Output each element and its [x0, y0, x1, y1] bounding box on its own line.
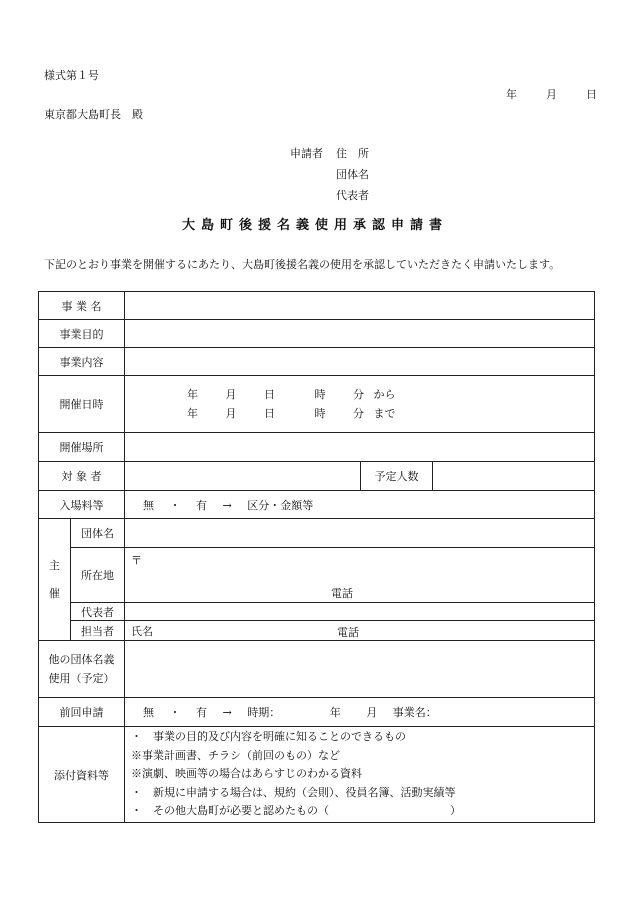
- row-event-purpose: [39, 320, 595, 348]
- admission-label: 入場料等: [39, 491, 125, 519]
- postal-mark: 〒: [131, 554, 142, 567]
- previous-event-name: 事業名：: [392, 706, 437, 719]
- admission-dot: ・: [169, 498, 181, 512]
- previous-none[interactable]: 無: [143, 706, 154, 719]
- organizer-rep-label: 代表者: [71, 603, 125, 621]
- organizer-location-field[interactable]: [125, 548, 595, 603]
- event-content-field[interactable]: [125, 348, 595, 376]
- target-field[interactable]: [125, 462, 361, 491]
- attachment-line: ・ 事業の目的及び内容を明確に知ることのできるもの: [131, 730, 406, 744]
- row-target: [39, 462, 595, 491]
- organizer-label-2: 催: [49, 586, 60, 600]
- event-content-label: 事業内容: [39, 348, 125, 376]
- event-name-field[interactable]: [125, 292, 595, 320]
- event-datetime-field[interactable]: [125, 376, 595, 433]
- addressee: 東京都大島町長 殿: [44, 108, 143, 121]
- start-month: 月: [225, 388, 237, 401]
- previous-year: 年: [329, 706, 341, 719]
- other-use-label-line2: 使用（予定）: [48, 672, 115, 685]
- row-venue: [39, 433, 595, 462]
- end-hour: 時: [314, 407, 326, 420]
- organizer-name-label: 団体名: [71, 519, 125, 548]
- organizer-rep-field[interactable]: [125, 603, 595, 621]
- end-day: 日: [264, 407, 275, 420]
- admission-field[interactable]: [125, 491, 595, 519]
- row-organizer-contact: [39, 621, 595, 641]
- row-event-content: [39, 348, 595, 376]
- organizer-label-1: 主: [49, 558, 60, 572]
- applicant-block: [290, 143, 369, 206]
- expected-count-label: 予定人数: [361, 462, 433, 491]
- applicant-rep-label: 代表者: [336, 189, 369, 202]
- datetime-end: [187, 404, 588, 423]
- previous-label: 前回申請: [39, 698, 125, 727]
- row-other-use: [39, 641, 595, 698]
- applicant-role: 申請者: [290, 147, 323, 160]
- row-organizer-location: [39, 548, 595, 603]
- start-day: 日: [264, 388, 275, 401]
- row-event-name: [39, 292, 595, 320]
- attachment-line: ※事業計画書、チラシ（前回のもの）など: [131, 748, 340, 762]
- attachment-line: ※演劇、映画等の場合はあらすじのわかる資料: [131, 767, 362, 781]
- organizer-contact-field[interactable]: [125, 621, 595, 641]
- start-minute: 分: [353, 388, 364, 401]
- other-use-label: [39, 641, 125, 698]
- start-from: から: [373, 388, 396, 401]
- end-minute: 分: [353, 407, 364, 420]
- date-day: 日: [586, 88, 597, 101]
- contact-phone-label: 電話: [337, 626, 359, 639]
- end-month: 月: [225, 407, 237, 420]
- application-form-table: [38, 291, 595, 823]
- event-name-label: 事 業 名: [39, 292, 125, 320]
- row-attachments: [39, 727, 595, 823]
- row-organizer-name: [39, 519, 595, 548]
- start-hour: 時: [314, 388, 326, 401]
- previous-period: 時期：: [247, 706, 281, 719]
- venue-field[interactable]: [125, 433, 595, 462]
- admission-none[interactable]: 無: [143, 498, 154, 512]
- organizer-phone-label: 電話: [331, 587, 353, 600]
- previous-yes[interactable]: 有: [196, 706, 207, 719]
- row-event-datetime: [39, 376, 595, 433]
- attachments-field: [125, 727, 595, 823]
- other-use-field[interactable]: [125, 641, 595, 698]
- target-label: 対 象 者: [39, 462, 125, 491]
- expected-count-field[interactable]: [433, 462, 595, 491]
- previous-arrow: →: [222, 706, 232, 719]
- venue-label: 開催場所: [39, 433, 125, 462]
- date-month: 月: [546, 88, 557, 101]
- intro-text: 下記のとおり事業を開催するにあたり、大島町後援名義の使用を承認していただきたく申請いたします。: [44, 258, 561, 271]
- organizer-name-field[interactable]: [125, 519, 595, 548]
- applicant-address-label: 住 所: [336, 147, 369, 160]
- row-organizer-representative: [39, 603, 595, 621]
- previous-month: 月: [366, 706, 378, 719]
- admission-arrow: →: [222, 498, 232, 512]
- application-date: [506, 86, 597, 102]
- admission-yes[interactable]: 有: [196, 498, 207, 512]
- organizer-label: [39, 519, 71, 641]
- date-year: 年: [506, 88, 517, 101]
- previous-field[interactable]: [125, 698, 595, 727]
- organizer-contact-label: 担当者: [71, 621, 125, 641]
- end-until: まで: [373, 407, 396, 420]
- organizer-location-label: 所在地: [71, 548, 125, 603]
- contact-name-label: 氏名: [131, 624, 153, 638]
- end-year: 年: [187, 407, 198, 420]
- row-previous: [39, 698, 595, 727]
- attachment-line: ・ 新規に申請する場合は、規約（会則）、役員名簿、活動実績等: [131, 785, 456, 799]
- document-title: 大島町後援名義使用承認申請書: [181, 218, 448, 233]
- row-admission: [39, 491, 595, 519]
- attachments-label: 添付資料等: [39, 727, 125, 823]
- other-use-label-line1: 他の団体名義: [48, 653, 115, 666]
- event-purpose-label: 事業目的: [39, 320, 125, 348]
- applicant-org-label: 団体名: [336, 168, 369, 181]
- form-number: 様式第１号: [44, 69, 99, 82]
- event-purpose-field[interactable]: [125, 320, 595, 348]
- previous-dot: ・: [169, 706, 181, 719]
- attachment-line: ・ その他大島町が必要と認めたもの（ ）: [131, 804, 461, 818]
- datetime-start: [187, 385, 588, 404]
- start-year: 年: [187, 388, 198, 401]
- event-datetime-label: 開催日時: [39, 376, 125, 433]
- admission-detail: 区分・金額等: [247, 498, 314, 512]
